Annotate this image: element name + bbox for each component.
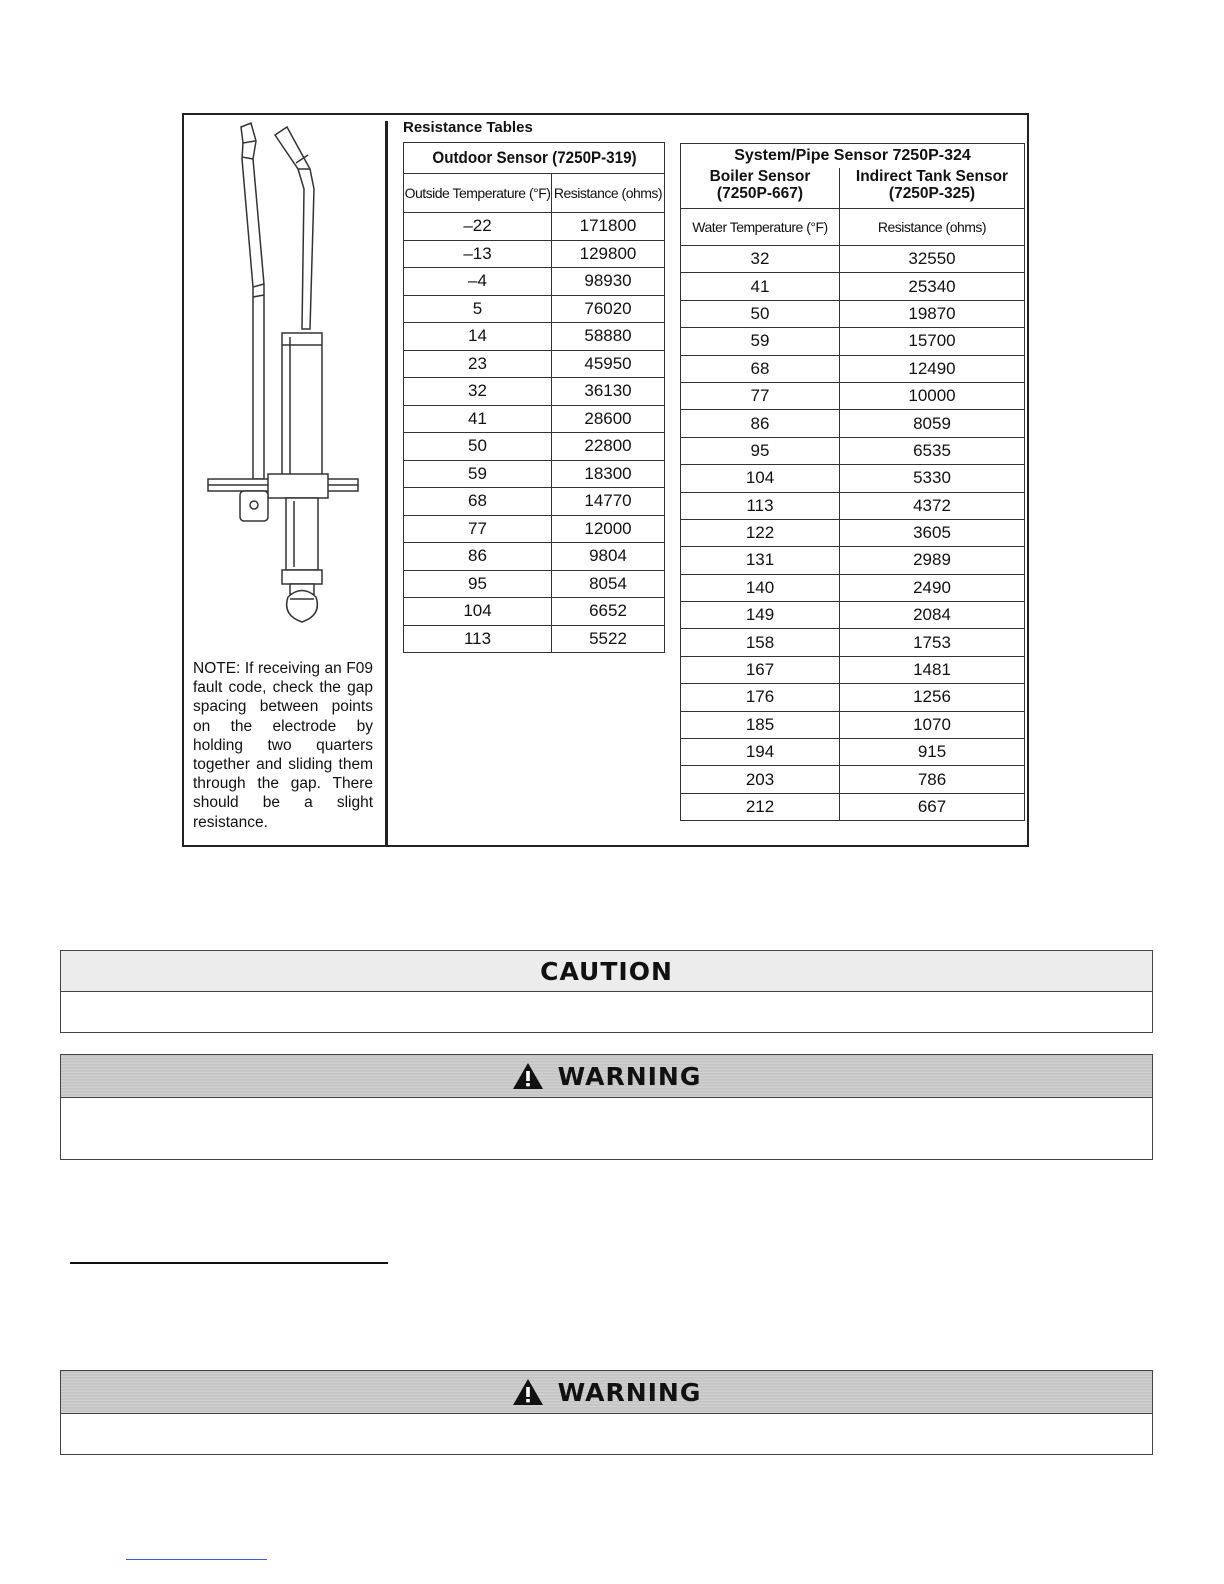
outdoor-resistance-cell: 8054 xyxy=(552,570,665,598)
outdoor-row xyxy=(404,488,665,516)
system-row xyxy=(681,793,1025,820)
outdoor-resistance-cell: 171800 xyxy=(552,213,665,241)
system-temperature-cell: 131 xyxy=(681,547,840,574)
system-row xyxy=(681,382,1025,409)
outdoor-temperature-cell: 95 xyxy=(404,570,552,598)
outdoor-row xyxy=(404,625,665,653)
system-resistance-cell: 5330 xyxy=(840,465,1025,492)
warning-body-1 xyxy=(61,1098,1152,1110)
outdoor-row xyxy=(404,515,665,543)
system-row xyxy=(681,519,1025,546)
system-temperature-cell: 95 xyxy=(681,437,840,464)
system-temperature-cell: 149 xyxy=(681,602,840,629)
outdoor-table-caption: Outdoor Sensor (7250P-319) xyxy=(414,143,654,174)
system-row xyxy=(681,739,1025,766)
system-resistance-cell: 25340 xyxy=(840,273,1025,300)
system-resistance-cell: 19870 xyxy=(840,300,1025,327)
system-row xyxy=(681,629,1025,656)
system-row xyxy=(681,492,1025,519)
boiler-sensor-header xyxy=(681,168,840,209)
system-row xyxy=(681,602,1025,629)
system-resistance-cell: 8059 xyxy=(840,410,1025,437)
system-temperature-cell: 122 xyxy=(681,519,840,546)
outdoor-temperature-cell: 23 xyxy=(404,350,552,378)
figure-divider xyxy=(385,121,388,845)
system-col-resistance: Resistance (ohms) xyxy=(840,209,1025,246)
outdoor-col-temperature: Outside Temperature (°F) xyxy=(404,174,552,213)
warning-header-1 xyxy=(61,1055,1152,1098)
outdoor-resistance-cell: 76020 xyxy=(552,295,665,323)
outdoor-resistance-cell: 22800 xyxy=(552,433,665,461)
outdoor-row xyxy=(404,240,665,268)
outdoor-temperature-cell: –13 xyxy=(404,240,552,268)
system-temperature-cell: 59 xyxy=(681,328,840,355)
outdoor-resistance-cell: 45950 xyxy=(552,350,665,378)
outdoor-row xyxy=(404,460,665,488)
system-row xyxy=(681,273,1025,300)
outdoor-resistance-cell: 5522 xyxy=(552,625,665,653)
caution-header xyxy=(61,951,1152,992)
system-row xyxy=(681,355,1025,382)
outdoor-temperature-cell: 68 xyxy=(404,488,552,516)
outdoor-resistance-cell: 14770 xyxy=(552,488,665,516)
system-resistance-cell: 1070 xyxy=(840,711,1025,738)
outdoor-temperature-cell: –4 xyxy=(404,268,552,296)
outdoor-row xyxy=(404,213,665,241)
outdoor-resistance-cell: 12000 xyxy=(552,515,665,543)
system-row xyxy=(681,656,1025,683)
system-temperature-cell: 68 xyxy=(681,355,840,382)
system-resistance-cell: 32550 xyxy=(840,246,1025,273)
outdoor-resistance-cell: 129800 xyxy=(552,240,665,268)
section-heading-underline xyxy=(70,1262,388,1264)
outdoor-temperature-cell: 5 xyxy=(404,295,552,323)
warning-header-2 xyxy=(61,1371,1152,1414)
system-resistance-cell: 667 xyxy=(840,793,1025,820)
system-row xyxy=(681,711,1025,738)
system-temperature-cell: 113 xyxy=(681,492,840,519)
system-row xyxy=(681,547,1025,574)
system-row xyxy=(681,684,1025,711)
system-resistance-cell: 1753 xyxy=(840,629,1025,656)
outdoor-temperature-cell: 104 xyxy=(404,598,552,626)
system-table-caption: System/Pipe Sensor 7250P-324 xyxy=(681,144,1025,169)
system-temperature-cell: 203 xyxy=(681,766,840,793)
outdoor-row xyxy=(404,268,665,296)
system-col-temperature: Water Temperature (°F) xyxy=(681,209,840,246)
system-row xyxy=(681,437,1025,464)
outdoor-row xyxy=(404,378,665,406)
system-pipe-sensor-table xyxy=(680,143,1025,821)
link-underline[interactable] xyxy=(126,1559,267,1560)
outdoor-temperature-cell: 113 xyxy=(404,625,552,653)
boiler-sensor-part: (7250P-667) xyxy=(716,185,804,202)
tank-sensor-label: Indirect Tank Sensor xyxy=(855,168,1009,185)
warning-triangle-icon xyxy=(512,1062,544,1090)
outdoor-row xyxy=(404,323,665,351)
outdoor-temperature-cell: 77 xyxy=(404,515,552,543)
outdoor-temperature-cell: 59 xyxy=(404,460,552,488)
system-resistance-cell: 12490 xyxy=(840,355,1025,382)
tank-sensor-header xyxy=(840,168,1025,209)
system-temperature-cell: 167 xyxy=(681,656,840,683)
outdoor-temperature-cell: 32 xyxy=(404,378,552,406)
outdoor-row xyxy=(404,570,665,598)
warning-box-1 xyxy=(60,1054,1153,1160)
warning-body-2 xyxy=(61,1414,1152,1426)
warning-box-2 xyxy=(60,1370,1153,1455)
system-resistance-cell: 3605 xyxy=(840,519,1025,546)
system-temperature-cell: 212 xyxy=(681,793,840,820)
outdoor-sensor-table xyxy=(403,142,665,653)
igniter-electrode-illustration xyxy=(198,119,378,629)
outdoor-resistance-cell: 6652 xyxy=(552,598,665,626)
system-resistance-cell: 10000 xyxy=(840,382,1025,409)
outdoor-resistance-cell: 58880 xyxy=(552,323,665,351)
outdoor-row xyxy=(404,350,665,378)
system-resistance-cell: 786 xyxy=(840,766,1025,793)
warning-triangle-icon xyxy=(512,1378,544,1406)
system-temperature-cell: 140 xyxy=(681,574,840,601)
system-resistance-cell: 1256 xyxy=(840,684,1025,711)
outdoor-resistance-cell: 18300 xyxy=(552,460,665,488)
system-resistance-cell: 6535 xyxy=(840,437,1025,464)
system-resistance-cell: 1481 xyxy=(840,656,1025,683)
outdoor-resistance-cell: 28600 xyxy=(552,405,665,433)
outdoor-resistance-cell: 9804 xyxy=(552,543,665,571)
outdoor-row xyxy=(404,405,665,433)
system-temperature-cell: 158 xyxy=(681,629,840,656)
system-resistance-cell: 4372 xyxy=(840,492,1025,519)
warning-title-1: WARNING xyxy=(557,1061,702,1091)
outdoor-row xyxy=(404,543,665,571)
caution-body xyxy=(61,992,1152,1004)
caution-title: CAUTION xyxy=(540,956,673,986)
outdoor-row xyxy=(404,295,665,323)
outdoor-resistance-cell: 98930 xyxy=(552,268,665,296)
caution-box xyxy=(60,950,1153,1033)
outdoor-temperature-cell: 50 xyxy=(404,433,552,461)
system-temperature-cell: 41 xyxy=(681,273,840,300)
outdoor-col-resistance: Resistance (ohms) xyxy=(552,174,665,213)
resistance-figure xyxy=(182,113,1029,847)
system-resistance-cell: 2490 xyxy=(840,574,1025,601)
system-row xyxy=(681,574,1025,601)
outdoor-row xyxy=(404,433,665,461)
system-row xyxy=(681,465,1025,492)
system-temperature-cell: 176 xyxy=(681,684,840,711)
system-temperature-cell: 32 xyxy=(681,246,840,273)
system-temperature-cell: 185 xyxy=(681,711,840,738)
system-temperature-cell: 104 xyxy=(681,465,840,492)
outdoor-temperature-cell: 86 xyxy=(404,543,552,571)
system-temperature-cell: 50 xyxy=(681,300,840,327)
warning-title-2: WARNING xyxy=(557,1377,702,1407)
system-temperature-cell: 86 xyxy=(681,410,840,437)
tank-sensor-part: (7250P-325) xyxy=(888,185,976,202)
system-row xyxy=(681,328,1025,355)
system-row xyxy=(681,300,1025,327)
system-row xyxy=(681,766,1025,793)
system-row xyxy=(681,410,1025,437)
boiler-sensor-label: Boiler Sensor xyxy=(709,168,811,185)
electrode-gap-note: NOTE: If receiving an F09 fault code, check the gap spacing between points on the electrode by holding two quarters together and sliding them through the gap. There should be a slight resistance. xyxy=(193,660,373,831)
system-resistance-cell: 915 xyxy=(840,739,1025,766)
system-row xyxy=(681,246,1025,273)
outdoor-temperature-cell: 14 xyxy=(404,323,552,351)
system-resistance-cell: 15700 xyxy=(840,328,1025,355)
outdoor-row xyxy=(404,598,665,626)
resistance-tables-title: Resistance Tables xyxy=(403,119,533,136)
system-temperature-cell: 194 xyxy=(681,739,840,766)
outdoor-temperature-cell: 41 xyxy=(404,405,552,433)
system-resistance-cell: 2084 xyxy=(840,602,1025,629)
outdoor-temperature-cell: –22 xyxy=(404,213,552,241)
system-temperature-cell: 77 xyxy=(681,382,840,409)
outdoor-resistance-cell: 36130 xyxy=(552,378,665,406)
system-resistance-cell: 2989 xyxy=(840,547,1025,574)
